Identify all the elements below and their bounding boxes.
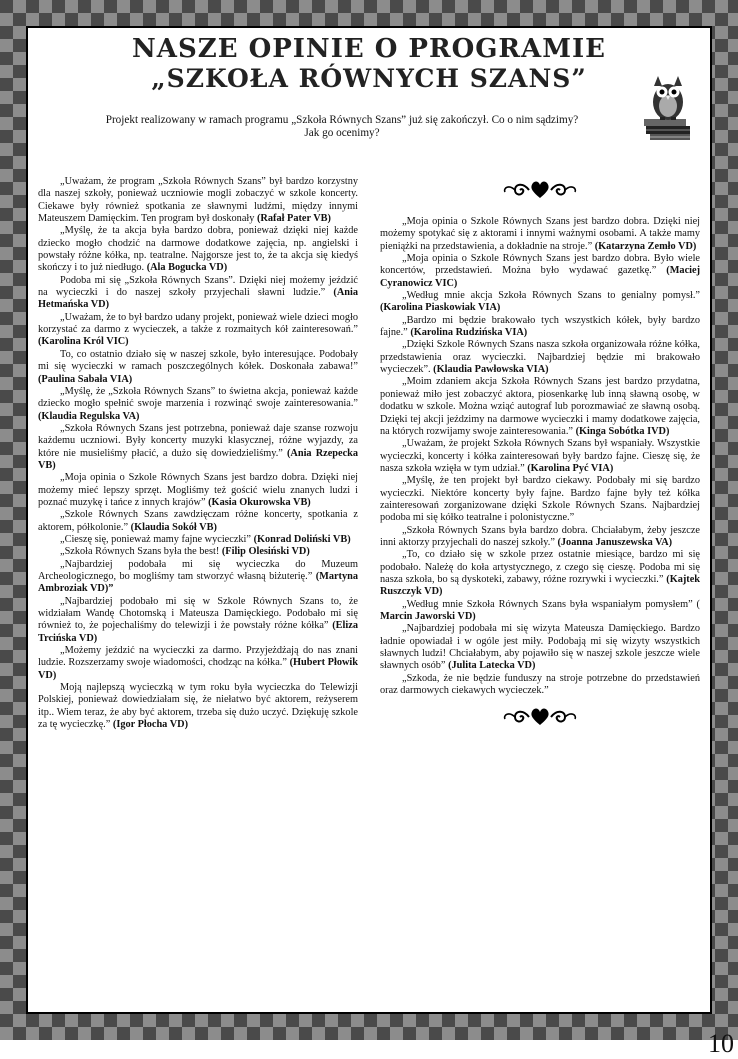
opinion-paragraph	[38, 275, 358, 312]
opinion-paragraph	[380, 525, 700, 550]
opinion-paragraph	[380, 673, 700, 698]
opinion-text: „Szkole Równych Szans zawdzięczam różne koncerty, spotkania z aktorem, półkolonie.”	[38, 509, 358, 533]
opinion-paragraph	[380, 549, 700, 598]
opinion-paragraph	[38, 645, 358, 682]
opinion-text: „Moja opinia o Szkole Równych Szans jest bardzo dobra. Było wiele koncertów, przedstawień. Można było wydawać gazetkę.”	[380, 253, 700, 277]
opinion-text: „Moja opinia o Szkole Równych Szans jest bardzo dobra. Dzięki niej możemy spotykać się z aktorami i innymi ważnymi osobami. A także mamy pieniążki na przedstawienia, a dokładnie na stroje.”	[380, 216, 700, 252]
opinion-text: „Uważam, że program „Szkoła Równych Szans” był bardzo korzystny dla naszej szkoły, ponieważ uczniowie mogli zobaczyć w szkole koncerty. Ciekawe były również spotkania ze sławnymi ludźmi, między innymi Mateuszem Damięckim. Ten program był doskonały	[38, 176, 358, 225]
opinion-paragraph	[380, 315, 700, 340]
opinion-text: „Najbardziej podobała mi się wycieczka do Muzeum Archeologicznego, bo mogliśmy tam stworzyć własną biżuterię.”	[38, 558, 358, 582]
opinion-paragraph	[380, 339, 700, 376]
opinion-author: (Konrad Doliński VB)	[253, 533, 351, 545]
opinion-text: „To, co działo się w szkole przez ostatnie miesiące, bardzo mi się podobało. Należę do koła artystycznego, z czego się cieszę. Podoba mi się nasza szkoła, bo są dyskoteki, zabawy, różne rozrywki i wycieczki.”	[380, 549, 700, 585]
opinion-author: (Rafał Pater VB)	[257, 213, 331, 225]
opinion-paragraph	[38, 472, 358, 509]
right-column-text	[380, 216, 700, 697]
opinion-text: „Według mnie Szkoła Równych Szans była wspaniałym pomysłem” (	[402, 598, 700, 610]
opinion-text: „Szkoda, że nie będzie funduszy na stroje potrzebne do przedstawień oraz darmowych ciekawych wycieczek.”	[380, 672, 700, 697]
opinion-text: „Dzięki Szkole Równych Szans nasza szkoła organizowała różne kółka, przedstawienia oraz wycieczki. Najbardziej będzie mi brakowało wycieczek”.	[380, 339, 700, 376]
heart-scroll-ornament-icon	[495, 705, 585, 729]
left-column	[38, 176, 358, 731]
owl-on-books-icon	[642, 72, 694, 144]
opinion-author: (Klaudia Sokół VB)	[130, 521, 217, 533]
opinion-paragraph	[38, 596, 358, 645]
opinion-author: (Ania Hetmańska VD)	[38, 287, 358, 311]
opinion-author: (Katarzyna Zemło VD)	[594, 240, 697, 252]
opinion-paragraph	[38, 534, 358, 546]
opinion-author: (Julita Latecka VD)	[448, 660, 536, 672]
opinion-paragraph	[38, 312, 358, 349]
opinion-author: (Joanna Januszewska VA)	[557, 536, 673, 548]
header	[32, 34, 706, 144]
opinion-author: (Karolina Piaskowiak VIA)	[380, 302, 501, 314]
opinion-author: (Maciej Cyranowicz VIC)	[380, 265, 701, 289]
opinion-paragraph	[380, 623, 700, 672]
opinion-text: „Myślę, że „Szkoła Równych Szans” to świetna akcja, ponieważ każde dziecko mogło spełnić swoje marzenia i rozwinąć swoje zainteresowania.”	[38, 385, 358, 410]
opinion-text: „Uważam, że to był bardzo udany projekt, ponieważ wiele dzieci mogło korzystać za darmo z wycieczek, a także z rozmaitych kół zainteresowań.”	[38, 311, 358, 336]
opinion-author: (Karolina Pyć VIA)	[527, 462, 614, 474]
opinion-paragraph	[38, 682, 358, 731]
opinion-text: „Myślę, że ten projekt był bardzo ciekawy. Podobały mi się bardzo wycieczki. Niektóre koncerty były fajne. Bardzo fajne były też kółka zainteresowań zorganizowane dzięki Szkole Równych Szans. Najbardziej podoba mi się kółko teatralne i polonistyczne.”	[380, 475, 700, 524]
opinion-paragraph	[380, 376, 700, 438]
opinion-author: (Paulina Sabała VIA)	[38, 373, 133, 385]
opinion-paragraph	[38, 423, 358, 472]
opinions-columns	[38, 176, 700, 1006]
opinion-paragraph	[38, 349, 358, 386]
opinion-author: (Kasia Okurowska VB)	[208, 496, 311, 508]
opinion-paragraph	[38, 559, 358, 596]
opinion-text: „Bardzo mi będzie brakowało tych wszystkich kółek, były bardzo fajne.”	[380, 314, 700, 339]
opinion-author: (Ania Rzepecka VB)	[38, 447, 359, 471]
opinion-text: „Szkoła Równych Szans była bardzo dobra. Chciałabym, żeby jeszcze inni aktorzy przyjechali do naszej szkoły.”	[380, 524, 700, 548]
opinion-paragraph	[380, 253, 700, 290]
opinion-text: „Szkoła Równych Szans była the best!	[60, 546, 220, 558]
intro-text	[62, 114, 622, 140]
opinion-text: „Najbardziej podobało mi się w Szkole Równych Szans to, że widziałam Wandę Chotomską i Mateusza Damięckiego. Podobało mi się również to, że pojechaliśmy do telewizji i że powstały różne kółka”	[38, 595, 358, 632]
opinion-author: (Kajtek Ruszczyk VD)	[380, 573, 701, 598]
opinion-paragraph	[380, 438, 700, 475]
page-title-line-1: NASZE OPINIE O PROGRAMIE	[132, 34, 606, 64]
opinion-author: (Karolina Król VIC)	[38, 336, 129, 348]
opinion-author: (Hubert Płowik VD)	[38, 657, 359, 681]
opinion-author: (Igor Płocha VD)	[112, 719, 189, 731]
opinion-text: To, co ostatnio działo się w naszej szkole, było interesujące. Podobały mi się wycieczki w ramach poszczególnych kółek. Doskonała zabawa!”	[38, 348, 358, 373]
opinion-text: „Myślę, że ta akcja była bardzo dobra, ponieważ dzięki niej każde dziecko mogło chodzić na darmowe dodatkowe zajęcia, np. angielski i powstały różne kółka, np. teatralne. Najgorsze jest to, że ta akcja się kiedyś skończy i to już niedługo.	[38, 225, 358, 274]
opinion-text: „Moim zdaniem akcja Szkoła Równych Szans jest bardzo przydatna, ponieważ miło jest zobaczyć aktora, piosenkarkę lub inną sławną osobę, w dodatku w szkole. Można wziąć autograf lub porozmawiać ze sławną osobą. Dzięki tej akcji jeździmy na darmowe wycieczki i mamy dodatkowe zajęcia, na których rozwijamy swoje zainteresowania.”	[380, 376, 700, 437]
opinion-text: „Możemy jeździć na wycieczki za darmo. Przyjeżdżają do nas znani ludzie. Rozszerzamy swoje wiadomości, chodząc na kółka.”	[38, 645, 358, 669]
opinion-author: (Filip Olesiński VD)	[221, 546, 310, 558]
opinion-author: (Ala Bogucka VD)	[146, 262, 228, 274]
right-column	[380, 176, 700, 729]
opinion-paragraph	[380, 599, 700, 624]
opinion-paragraph	[380, 290, 700, 315]
opinion-text: „Uważam, że projekt Szkoła Równych Szans był wspaniały. Wszystkie wycieczki, koncerty i kółka zainteresowań były bardzo fajne. Cieszę się, że nasza szkoła wzięła w tym udział.”	[380, 438, 700, 474]
opinion-text: „Szkoła Równych Szans jest potrzebna, ponieważ daje szanse rozwoju każdemu uczniowi. Były koncerty muzyki klasycznej, różne wyjazdy, za które nie musieliśmy płacić, a dużo się dowiedzieliśmy.”	[38, 422, 358, 459]
intro-line-2: Jak go ocenimy?	[304, 127, 380, 139]
opinion-author: Marcin Jaworski VD)	[380, 611, 476, 622]
opinion-paragraph	[38, 225, 358, 274]
opinion-paragraph	[38, 509, 358, 534]
opinion-author: (Karolina Rudzińska VIA)	[410, 327, 528, 339]
opinion-author: (Kinga Sobótka IVD)	[575, 425, 670, 437]
opinion-author: (Eliza Trcińska VD)	[38, 620, 358, 644]
opinion-paragraph	[38, 386, 358, 423]
intro-line-1: Projekt realizowany w ramach programu „Szkoła Równych Szans” już się zakończył. Co o nim sądzimy?	[105, 114, 579, 126]
opinion-text: „Moja opinia o Szkole Równych Szans jest bardzo dobra. Dzięki niej możemy mieć lepszy sprzęt. Mogliśmy też gościć wielu znanych ludzi i poznać muzykę i tańce z innych krajów”	[38, 472, 358, 508]
opinion-paragraph	[38, 176, 358, 225]
page-title-line-2: „SZKOŁA RÓWNYCH SZANS”	[151, 64, 587, 93]
opinion-text: Podoba mi się „Szkoła Równych Szans”. Dzięki niej możemy jeździć na wycieczki i do naszej szkoły przyjechali sławni ludzie.”	[38, 274, 358, 299]
opinion-author: (Klaudia Regulska VA)	[38, 410, 140, 422]
opinion-author: (Martyna Ambroziak VD)”	[38, 571, 359, 595]
opinion-paragraph	[38, 546, 358, 558]
heart-scroll-ornament-icon	[495, 178, 585, 202]
opinion-paragraph	[380, 216, 700, 253]
page-number: 10	[708, 1029, 734, 1058]
opinion-author: (Klaudia Pawłowska VIA)	[433, 364, 549, 376]
opinion-text: „Według mnie akcja Szkoła Równych Szans to genialny pomysł.”	[402, 290, 700, 302]
opinion-text: Moją najlepszą wycieczką w tym roku była wycieczka do Telewizji Polskiej, ponieważ dowiedziałam się, że niełatwo być aktorem, reżyserem itp.. Wiem teraz, że aby być aktorem, trzeba się dużo uczyć. Dziękuję szkole za tę wycieczkę.”	[38, 682, 358, 731]
opinion-text: „Cieszę się, ponieważ mamy fajne wycieczki”	[60, 533, 251, 545]
opinion-paragraph	[380, 475, 700, 524]
opinion-text: „Najbardziej podobała mi się wizyta Mateusza Damięckiego. Bardzo ładnie opowiadał i w ogóle jest miły. Podobają mi się wizyty wszystkich sławnych ludzi! Chciałabym, aby pojawiło się w naszej szkole jeszcze wiele sławnych osób”	[380, 623, 700, 672]
page-content	[32, 32, 706, 1008]
